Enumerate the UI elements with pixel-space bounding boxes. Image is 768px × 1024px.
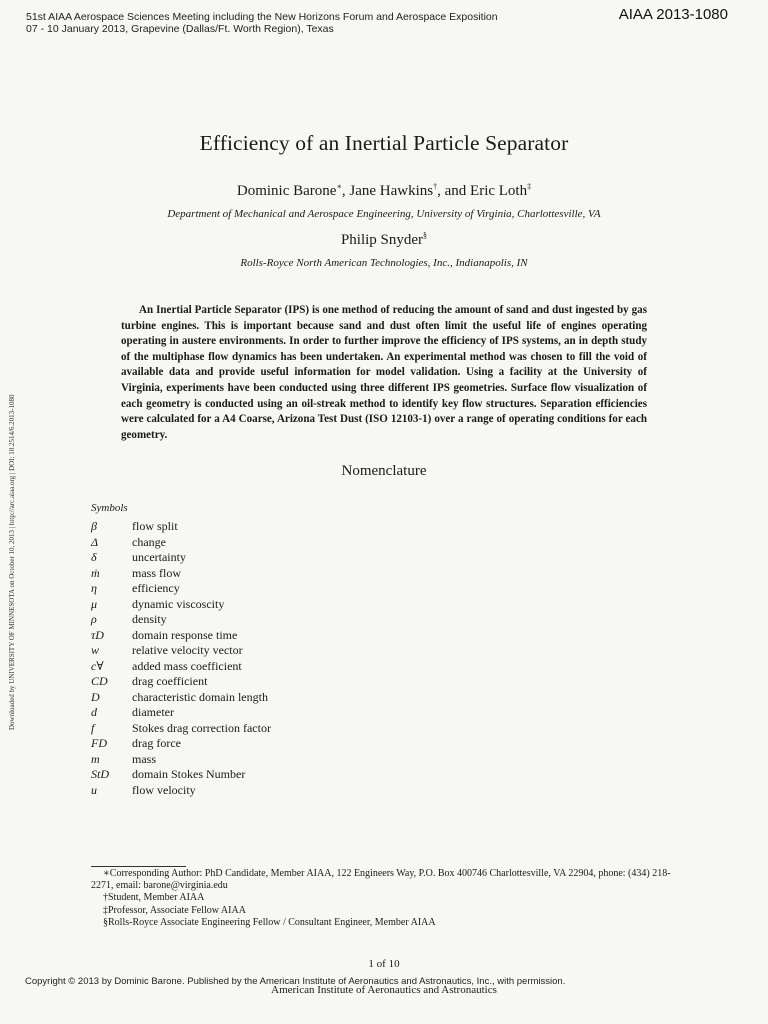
author-name: Philip Snyder (340, 232, 424, 248)
symbol-row (91, 674, 421, 690)
symbol-row (91, 628, 421, 644)
symbol-row (91, 705, 421, 721)
conference-line-2: 07 - 10 January 2013, Grapevine (Dallas/Ft. Worth Region), Texas (26, 23, 334, 35)
symbol-row (91, 783, 421, 799)
author-line-2 (0, 232, 768, 249)
page-number: 1 of 10 (368, 958, 400, 970)
symbols-list (91, 519, 421, 798)
symbol-definition: dynamic viscoscity (132, 596, 225, 611)
symbol-definition: domain Stokes Number (132, 767, 246, 781)
symbol-definition: relative velocity vector (132, 643, 243, 657)
footnote-student: †Student, Member AIAA (103, 892, 205, 904)
symbol-definition: flow velocity (132, 782, 196, 797)
symbol-row (91, 550, 421, 566)
symbol-definition: drag force (132, 736, 181, 750)
symbol-row (91, 659, 421, 675)
symbol-definition: added mass coefficient (132, 658, 242, 673)
symbol: τD (91, 627, 104, 642)
symbol-definition: uncertainty (132, 550, 186, 564)
symbol: ρ (91, 612, 97, 626)
symbol-row (91, 612, 421, 628)
copyright-notice: Copyright © 2013 by Dominic Barone. Published by the American Institute of Aeronautics and Astronautics, Inc., with permission. (25, 976, 566, 987)
abstract (121, 303, 647, 443)
symbol-row (91, 566, 421, 582)
symbol-definition: mass (132, 751, 156, 766)
paper-id: AIAA 2013-1080 (618, 6, 728, 23)
symbol: FD (91, 736, 107, 750)
symbol: D (91, 689, 100, 704)
symbol: ṁ (91, 565, 100, 580)
author-name: Jane Hawkins (349, 183, 434, 199)
author-name: and Eric Loth (444, 183, 528, 199)
paper-title: Efficiency of an Inertial Particle Separator (199, 131, 569, 155)
symbol: m (91, 751, 100, 766)
author-mark: § (423, 231, 428, 240)
publisher-line: American Institute of Aeronautics and Astronautics (271, 984, 497, 996)
symbol: c∀ (91, 658, 104, 673)
symbol-definition: Stokes drag correction factor (132, 720, 271, 735)
symbol-row (91, 519, 421, 535)
author-mark: † (433, 182, 438, 191)
symbols-label: Symbols (91, 502, 128, 514)
symbol-row (91, 752, 421, 768)
symbol-definition: efficiency (132, 581, 180, 595)
affiliation-rolls-royce: Rolls-Royce North American Technologies, Inc., Indianapolis, IN (240, 257, 528, 269)
affiliation-uva: Department of Mechanical and Aerospace Engineering, University of Virginia, Charlottesville, VA (167, 208, 601, 220)
footnote-rolls-royce: §Rolls-Royce Associate Engineering Fellow / Consultant Engineer, Member AIAA (103, 916, 436, 928)
abstract-text: An Inertial Particle Separator (IPS) is one method of reducing the amount of sand and dust ingested by gas turbine engines. This is important because sand and dust often limit the useful life of engines operating operating in austere environments. In order to further improve the efficiency of IPS systems, an in depth study of the multiphase flow dynamics has been undertaken. An experimental method was chosen to fill the void of available data and provide useful information for model validation. Using a facility at the University of Virginia, experiments have been conducted using three different IPS geometries. Surface flow visualization of each geometry is conducted using an oil-streak method to identify key flow structures. Separation efficiencies were calculated for a A4 Coarse, Arizona Test Dust (ISO 12103-1) over a range of operating conditions for each geometry. (121, 304, 647, 441)
symbol-row (91, 767, 421, 783)
symbol: Δ (91, 534, 99, 549)
symbol-row (91, 736, 421, 752)
nomenclature-heading: Nomenclature (341, 463, 427, 479)
symbol: δ (91, 550, 97, 564)
symbol: u (91, 782, 97, 797)
author-line-1: Dominic Barone∗, Jane Hawkins†, and Eric Loth‡ (236, 182, 532, 199)
symbol: w⃗ (91, 643, 109, 657)
symbol: CD (91, 674, 108, 688)
symbol: d (91, 705, 97, 719)
symbol: β (91, 519, 97, 533)
conference-line-1: 51st AIAA Aerospace Sciences Meeting including the New Horizons Forum and Aerospace Exposition (26, 11, 498, 23)
symbol: μ (91, 596, 98, 611)
author-name: Dominic Barone (236, 183, 337, 199)
symbol: η (91, 581, 97, 595)
symbol-definition: flow split (132, 519, 178, 533)
symbol: StD (91, 767, 109, 781)
symbol: f (91, 720, 95, 735)
symbol-definition: diameter (132, 705, 174, 719)
symbol-definition: change (132, 534, 166, 549)
author-mark: ‡ (527, 182, 532, 191)
symbol-definition: characteristic domain length (132, 689, 268, 704)
symbol-row (91, 535, 421, 551)
symbol-definition: drag coefficient (132, 674, 208, 688)
footnotes (91, 868, 679, 929)
symbol-row (91, 643, 421, 659)
conference-header (26, 11, 498, 35)
footnote-professor: ‡Professor, Associate Fellow AIAA (103, 904, 246, 916)
symbol-definition: density (132, 612, 167, 626)
symbol-definition: mass flow (132, 565, 181, 580)
symbol-row (91, 597, 421, 613)
symbol-row (91, 581, 421, 597)
download-side-note: Downloaded by UNIVERSITY OF MINNESOTA on October 10, 2013 | http://arc.aiaa.org | DOI: 10.2514/6.2013-1080 (8, 394, 16, 730)
symbol-row (91, 690, 421, 706)
footnote-rule (91, 866, 186, 867)
author-mark: ∗ (336, 182, 342, 191)
symbol-row (91, 721, 421, 737)
footnote-corresponding-author: ∗Corresponding Author: PhD Candidate, Member AIAA, 122 Engineers Way, P.O. Box 400746 Charlottesville, VA 22904, phone: (434) 218-2271, email: barone@virginia.edu (91, 868, 671, 892)
symbol-definition: domain response time (132, 627, 238, 642)
